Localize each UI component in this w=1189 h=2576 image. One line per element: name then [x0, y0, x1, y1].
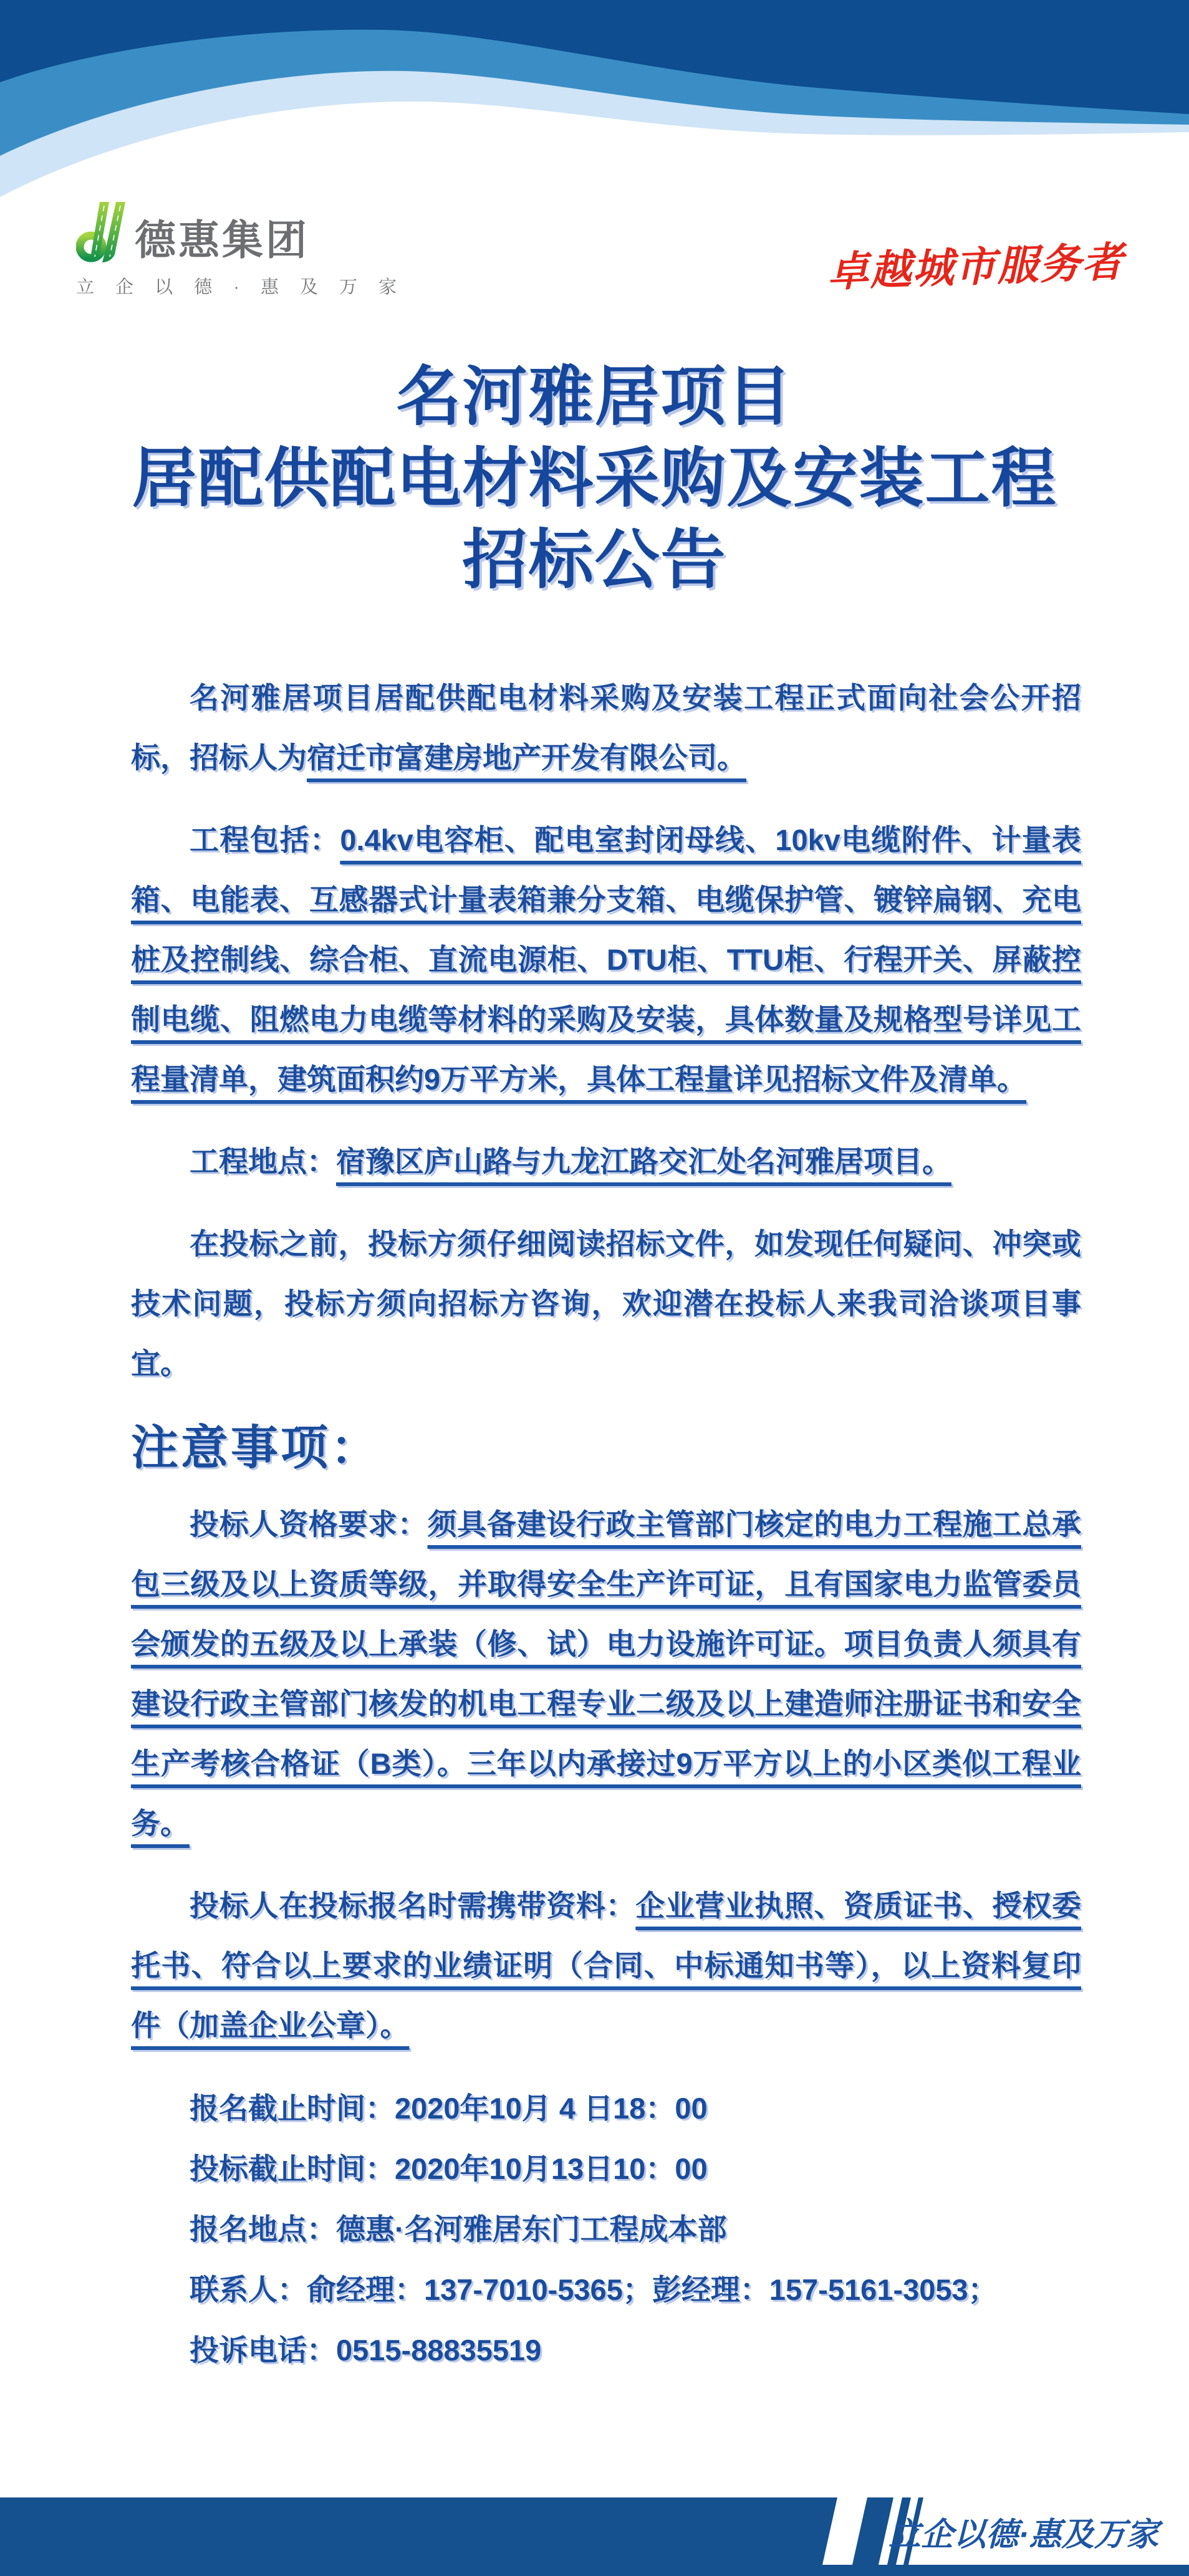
text-segment: 投标人在投标报名时需携带资料：	[190, 1889, 636, 1922]
paragraph	[131, 1876, 1081, 2056]
title-line-3: 招标公告	[462, 524, 727, 596]
notice-heading: 注意事项：	[131, 1422, 380, 1475]
footer-stripe-1	[850, 2497, 893, 2576]
underlined-text: 宿迁市富建房地产开发有限公司。	[307, 741, 746, 774]
underlined-text: 企业营业执照、资质证书、授权委托书、符合以上要求的业绩证明（合同、中标通知书等），以上资料复印件（加盖企业公章）。	[131, 1889, 1082, 2042]
logo-company-name: 德惠集团	[135, 217, 309, 263]
underlined-text: 宿豫区庐山路与九龙江路交汇处名河雅居项目。	[336, 1145, 951, 1178]
text-segment: 投标人资格要求：	[190, 1508, 428, 1541]
title-line-2: 居配供配电材料采购及安装工程	[132, 443, 1057, 515]
underlined-text: 0.4kv电容柜、配电室封闭母线、10kv电缆附件、计量表箱、电能表、互感器式计量表箱兼分支箱、电缆保护管、镀锌扁钢、充电桩及控制线、综合柜、直流电源柜、DTU柜、TTU柜、行程开关、屏蔽控制电缆、阻燃电力电缆等材料的采购及安装，具体数量及规格型号详见工程量清单，建筑面积约9万平方米，具体工程量详见招标文件及清单。	[131, 823, 1082, 1096]
footer-slogan: 立企以德·惠及万家	[888, 2516, 1159, 2553]
footer-main-band	[0, 2497, 837, 2576]
company-logo	[76, 201, 425, 299]
text-segment: 名河雅居项目居配供配电材料采购及安装工程正式面向社会公开招标，招标人为	[131, 681, 1081, 774]
contact-info	[131, 2078, 1081, 2380]
header-wave-decoration	[0, 0, 1189, 206]
paragraph	[131, 1214, 1081, 1394]
announcement-body	[131, 668, 1081, 2380]
paragraph	[131, 668, 1081, 788]
contact-line: 联系人：俞经理：137-7010-5365；彭经理：157-5161-3053；	[190, 2273, 998, 2306]
contact-line: 投诉电话：0515-88835519	[190, 2334, 542, 2367]
dh-logo-icon	[76, 201, 128, 263]
intro-paragraphs	[131, 668, 1081, 1394]
footer	[0, 2497, 1189, 2576]
title-line-1: 名河雅居项目	[396, 361, 793, 433]
text-segment: 在投标之前，投标方须仔细阅读招标文件，如发现任何疑问、冲突或技术问题，投标方须向招标方咨询，欢迎潜在投标人来我司洽谈项目事宜。	[131, 1227, 1081, 1380]
paragraph	[131, 1132, 1081, 1192]
logo-tagline: 立 企 以 德 · 惠 及 万 家	[76, 277, 405, 297]
notice-paragraphs	[131, 1495, 1081, 2056]
text-segment: 工程包括：	[190, 823, 340, 856]
contact-line: 报名地点：德惠·名河雅居东门工程成本部	[190, 2213, 727, 2246]
paragraph	[131, 1495, 1081, 1854]
page-title	[0, 357, 1189, 601]
red-slogan: 卓越城市服务者	[827, 238, 1125, 295]
contact-line: 报名截止时间：2020年10月 4 日18：00	[190, 2092, 708, 2125]
underlined-text: 须具备建设行政主管部门核定的电力工程施工总承包三级及以上资质等级，并取得安全生产许可证，且有国家电力监管委员会颁发的五级及以上承装（修、试）电力设施许可证。项目负责人须具有建设行政主管部门核发的机电工程专业二级及以上建造师注册证书和安全生产考核合格证（B类）。三年以内承接过9万平方以上的小区类似工程业务。	[131, 1508, 1082, 1840]
contact-line: 投标截止时间：2020年10月13日10：00	[190, 2152, 708, 2185]
paragraph	[131, 810, 1081, 1109]
text-segment: 工程地点：	[190, 1145, 336, 1178]
